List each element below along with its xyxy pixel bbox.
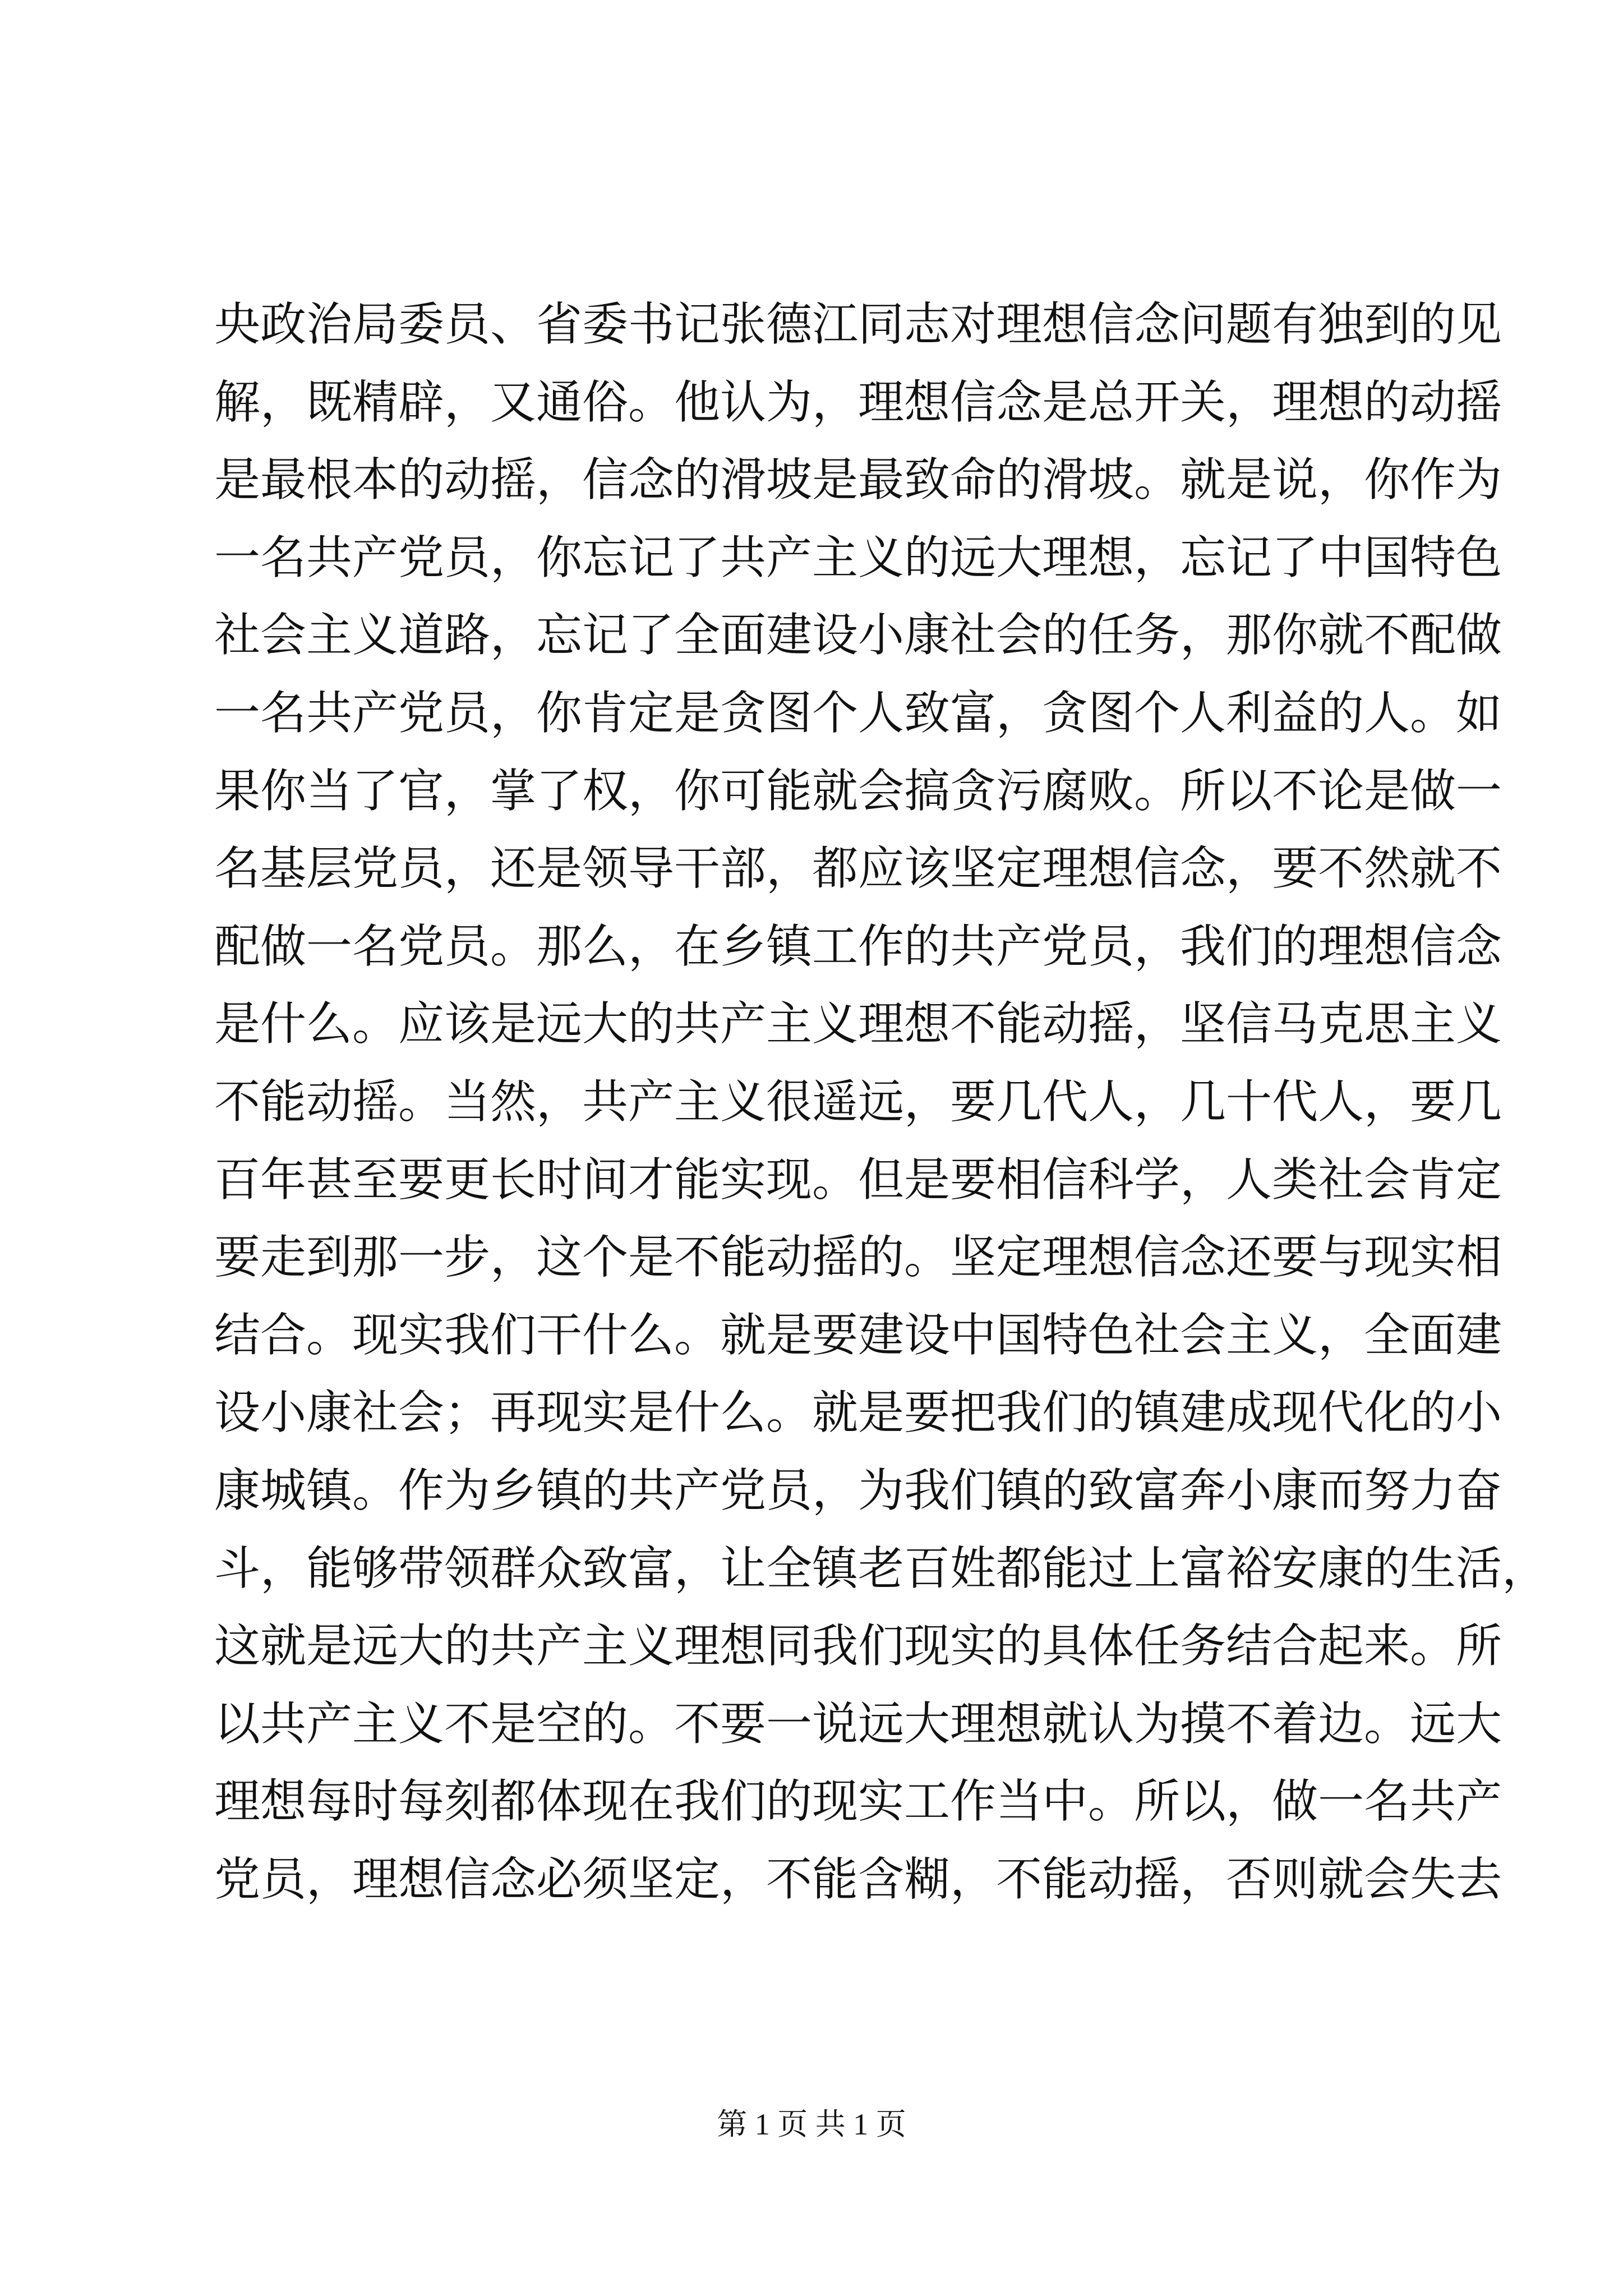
page-number-label: 第 1 页 共 1 页 [717,2108,906,2141]
body-paragraph [214,286,1548,1918]
text-line: 斗，能够带领群众致富，让全镇老百姓都能过上富裕安康的生活， [214,1542,1548,1595]
text-line: 理想每时每刻都体现在我们的现实工作当中。所以，做一名共产 [214,1775,1502,1829]
text-line: 解，既精辟，又通俗。他认为，理想信念是总开关，理想的动摇 [214,375,1502,429]
text-line: 结合。现实我们干什么。就是要建设中国特色社会主义，全面建 [214,1308,1502,1362]
page-footer [0,2106,1623,2142]
text-line: 这就是远大的共产主义理想同我们现实的具体任务结合起来。所 [214,1619,1502,1673]
text-line: 设小康社会；再现实是什么。就是要把我们的镇建成现代化的小 [214,1386,1502,1440]
text-line: 央政治局委员、省委书记张德江同志对理想信念问题有独到的见 [214,298,1502,351]
text-line: 要走到那一步，这个是不能动摇的。坚定理想信念还要与现实相 [214,1231,1502,1285]
text-line: 康城镇。作为乡镇的共产党员，为我们镇的致富奔小康而努力奋 [214,1464,1502,1517]
text-line: 是什么。应该是远大的共产主义理想不能动摇，坚信马克思主义 [214,997,1502,1051]
text-line: 名基层党员，还是领导干部，都应该坚定理想信念，要不然就不 [214,842,1502,896]
text-line: 一名共产党员，你忘记了共产主义的远大理想，忘记了中国特色 [214,531,1502,585]
text-line: 不能动摇。当然，共产主义很遥远，要几代人，几十代人，要几 [214,1075,1502,1129]
text-line: 果你当了官，掌了权，你可能就会搞贪污腐败。所以不论是做一 [214,764,1502,818]
text-line: 百年甚至要更长时间才能实现。但是要相信科学，人类社会肯定 [214,1153,1502,1207]
text-line: 一名共产党员，你肯定是贪图个人致富，贪图个人利益的人。如 [214,686,1502,740]
text-line: 以共产主义不是空的。不要一说远大理想就认为摸不着边。远大 [214,1697,1502,1751]
text-line: 配做一名党员。那么，在乡镇工作的共产党员，我们的理想信念 [214,919,1502,973]
text-line: 社会主义道路，忘记了全面建设小康社会的任务，那你就不配做 [214,609,1502,662]
text-line: 是最根本的动摇，信念的滑坡是最致命的滑坡。就是说，你作为 [214,453,1502,507]
text-line: 党员，理想信念必须坚定，不能含糊，不能动摇，否则就会失去 [214,1852,1502,1906]
